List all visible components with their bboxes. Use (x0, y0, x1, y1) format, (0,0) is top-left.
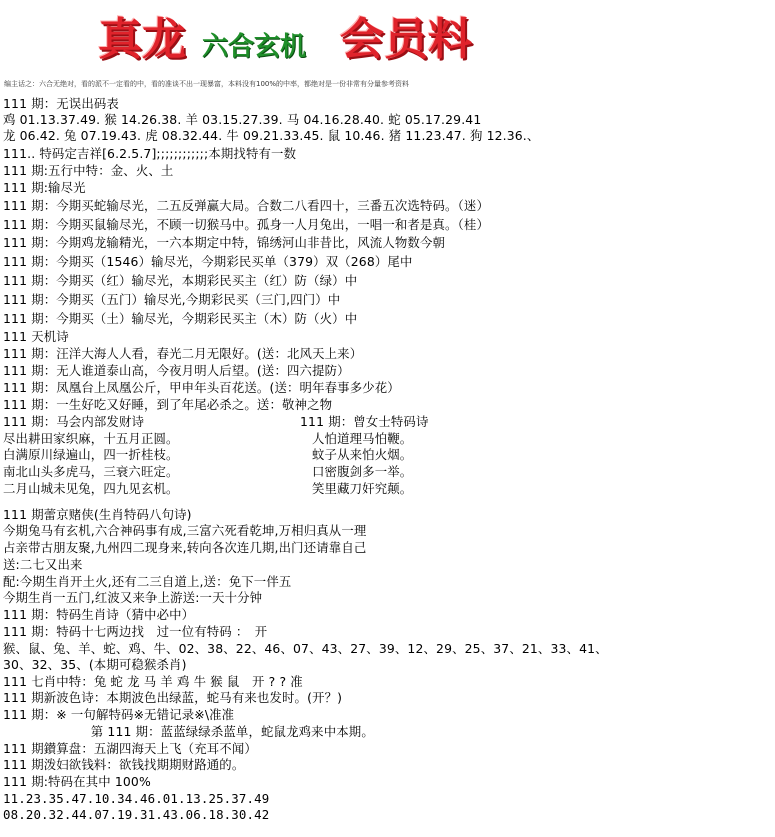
title-liuhe-xuanji: 六合玄机 (202, 32, 307, 62)
text-line: 龙 06.42. 兔 07.19.43. 虎 08.32.44. 牛 09.21.33.45. 鼠 10.46. 猪 11.23.47. 狗 12.36.、 (3, 128, 540, 143)
text-line: 鸡 01.13.37.49. 猴 14.26.38. 羊 03.15.27.39. 马 04.16.28.40. 蛇 05.17.29.41 (3, 112, 482, 127)
text-line: 111 期：无人谁道泰山高，今夜月明人后望。(送：四六提防） (3, 363, 350, 378)
header-banner (90, 8, 510, 74)
text-line: 11.23.35.47.10.34.46.01.13.25.37.49 (3, 791, 270, 806)
text-line: 第 111 期：蓝蓝绿绿杀蓝单，蛇鼠龙鸡来中本期。 (3, 724, 374, 739)
right-poem-line: 口密腹剑多一举。 (312, 464, 413, 479)
text-line: 尽出耕田家织麻，十五月正圆。 (3, 431, 179, 446)
text-line: 111 期：今期买（土）输尽光，今期彩民买主（木）防（火）中 (3, 311, 358, 326)
title-huiyuanliao: 会员料 (340, 14, 472, 65)
text-line: 111 期：马会内部发财诗 (3, 414, 145, 429)
text-line: 111 期：一生好吃又好睡，到了年尾必杀之。送：敬神之物 (3, 397, 333, 412)
text-line: 111 期：汪洋大海人人看，春光二月无限好。(送：北风天上来） (3, 346, 363, 361)
text-line: 今期兔马有玄机,六合神码事有成,三富六死看乾坤,万相归真从一理 (3, 523, 367, 538)
title-zhenlong: 真龙 (98, 14, 186, 65)
text-line: 111 期:输尽光 (3, 180, 86, 195)
text-line: 111 期新波色诗：本期波色出绿蓝，蛇马有来也发时。(开？) (3, 690, 343, 705)
text-line: 配:今期生肖开土火,还有二三自道上,送：免下一伴五 (3, 574, 292, 589)
text-line: 111 期：特码生肖诗（猜中必中） (3, 607, 195, 622)
text-line: 111 期泼妇欲钱料：欲钱找期期财路通的。 (3, 757, 245, 772)
text-line: 南北山头多虎马，三衰六旺定。 (3, 464, 179, 479)
text-line: 111 期蕾京赌侠(生肖特码八句诗) (3, 507, 192, 522)
text-line: 111 七肖中特：兔 蛇 龙 马 羊 鸡 牛 猴 鼠 开 ? ? 准 (3, 674, 303, 689)
text-line: 111.. 特码定吉祥[6.2.5.7];;;;;;;;;;;;本期找特有一数 (3, 146, 297, 161)
text-line: 111 期：凤凰台上凤凰公斤，甲申年头百花送。(送：明年春事多少花） (3, 380, 400, 395)
text-line: 今期生肖一五门,红波又来争上游送:一天十分钟 (3, 590, 263, 605)
text-line: 08.20.32.44.07.19.31.43.06.18.30.42 (3, 807, 270, 822)
text-line: 猴、鼠、兔、羊、蛇、鸡、牛、02、38、22、46、07、43、27、39、12、29、25、37、21、33、41、 (3, 641, 608, 656)
text-line: 二月山城未见兔，四九见玄机。 (3, 481, 179, 496)
text-line: 111 期：无误出码表 (3, 96, 119, 111)
text-line: 送:二七又出来 (3, 557, 83, 572)
text-line: 30、32、35、(本期可稳猴杀肖) (3, 657, 187, 672)
text-line: 111 期：特码十七两边找 过一位有特码 ： 开 (3, 624, 268, 639)
text-line: 111 期：今期买鼠输尽光，不顾一切猴马中。孤身一人月兔出，一唱一和者是真。（桂） (3, 217, 489, 232)
text-line: 111 期：今期买（五门）输尽光,今期彩民买（三门,四门）中 (3, 292, 341, 307)
text-line: 111 期鑚算盘：五湖四海天上飞（充耳不闻） (3, 741, 257, 756)
text-line: 111 期：今期买（1546）输尽光，今期彩民买单（379）双（268）尾中 (3, 254, 413, 269)
text-line: 111 期:特码在其中 100% (3, 774, 151, 789)
text-line: 111 期：今期鸡龙输精光，一六本期定中特，锦绣河山非昔比，风流人物数今朝 (3, 235, 446, 250)
disclaimer: 编主话之：六合无绝对，看的派不一定看的中，看的准谈不出一现暴富，本料没有100%的中率，都绝对是一份非常有分量参考资料 (4, 80, 410, 88)
text-line: 占亲带古朋友聚,九州四二现身来,转向各次连几期,出门还请靠自己 (3, 540, 367, 555)
right-poem-line: 笑里藏刀奸究颠。 (312, 481, 413, 496)
text-line: 111 期：今期买蛇输尽光，二五反弹赢大局。合数二八看四十，三番五次选特码。（迷） (3, 198, 489, 213)
right-poem-line: 人怕道理马怕鞭。 (312, 431, 413, 446)
text-line: 111 期：※ 一句解特码※无错记录※\准准 (3, 707, 235, 722)
right-poem-line: 蚊子从来怕火烟。 (312, 447, 413, 462)
text-line: 111 天机诗 (3, 329, 69, 344)
right-poem-head: 111 期：曾女士特码诗 (300, 414, 429, 429)
text-line: 111 期：今期买（红）输尽光，本期彩民买主（红）防（绿）中 (3, 273, 358, 288)
text-line: 111 期:五行中特：金、火、土 (3, 163, 174, 178)
text-line: 白满原川绿遍山，四一折桂枝。 (3, 447, 179, 462)
